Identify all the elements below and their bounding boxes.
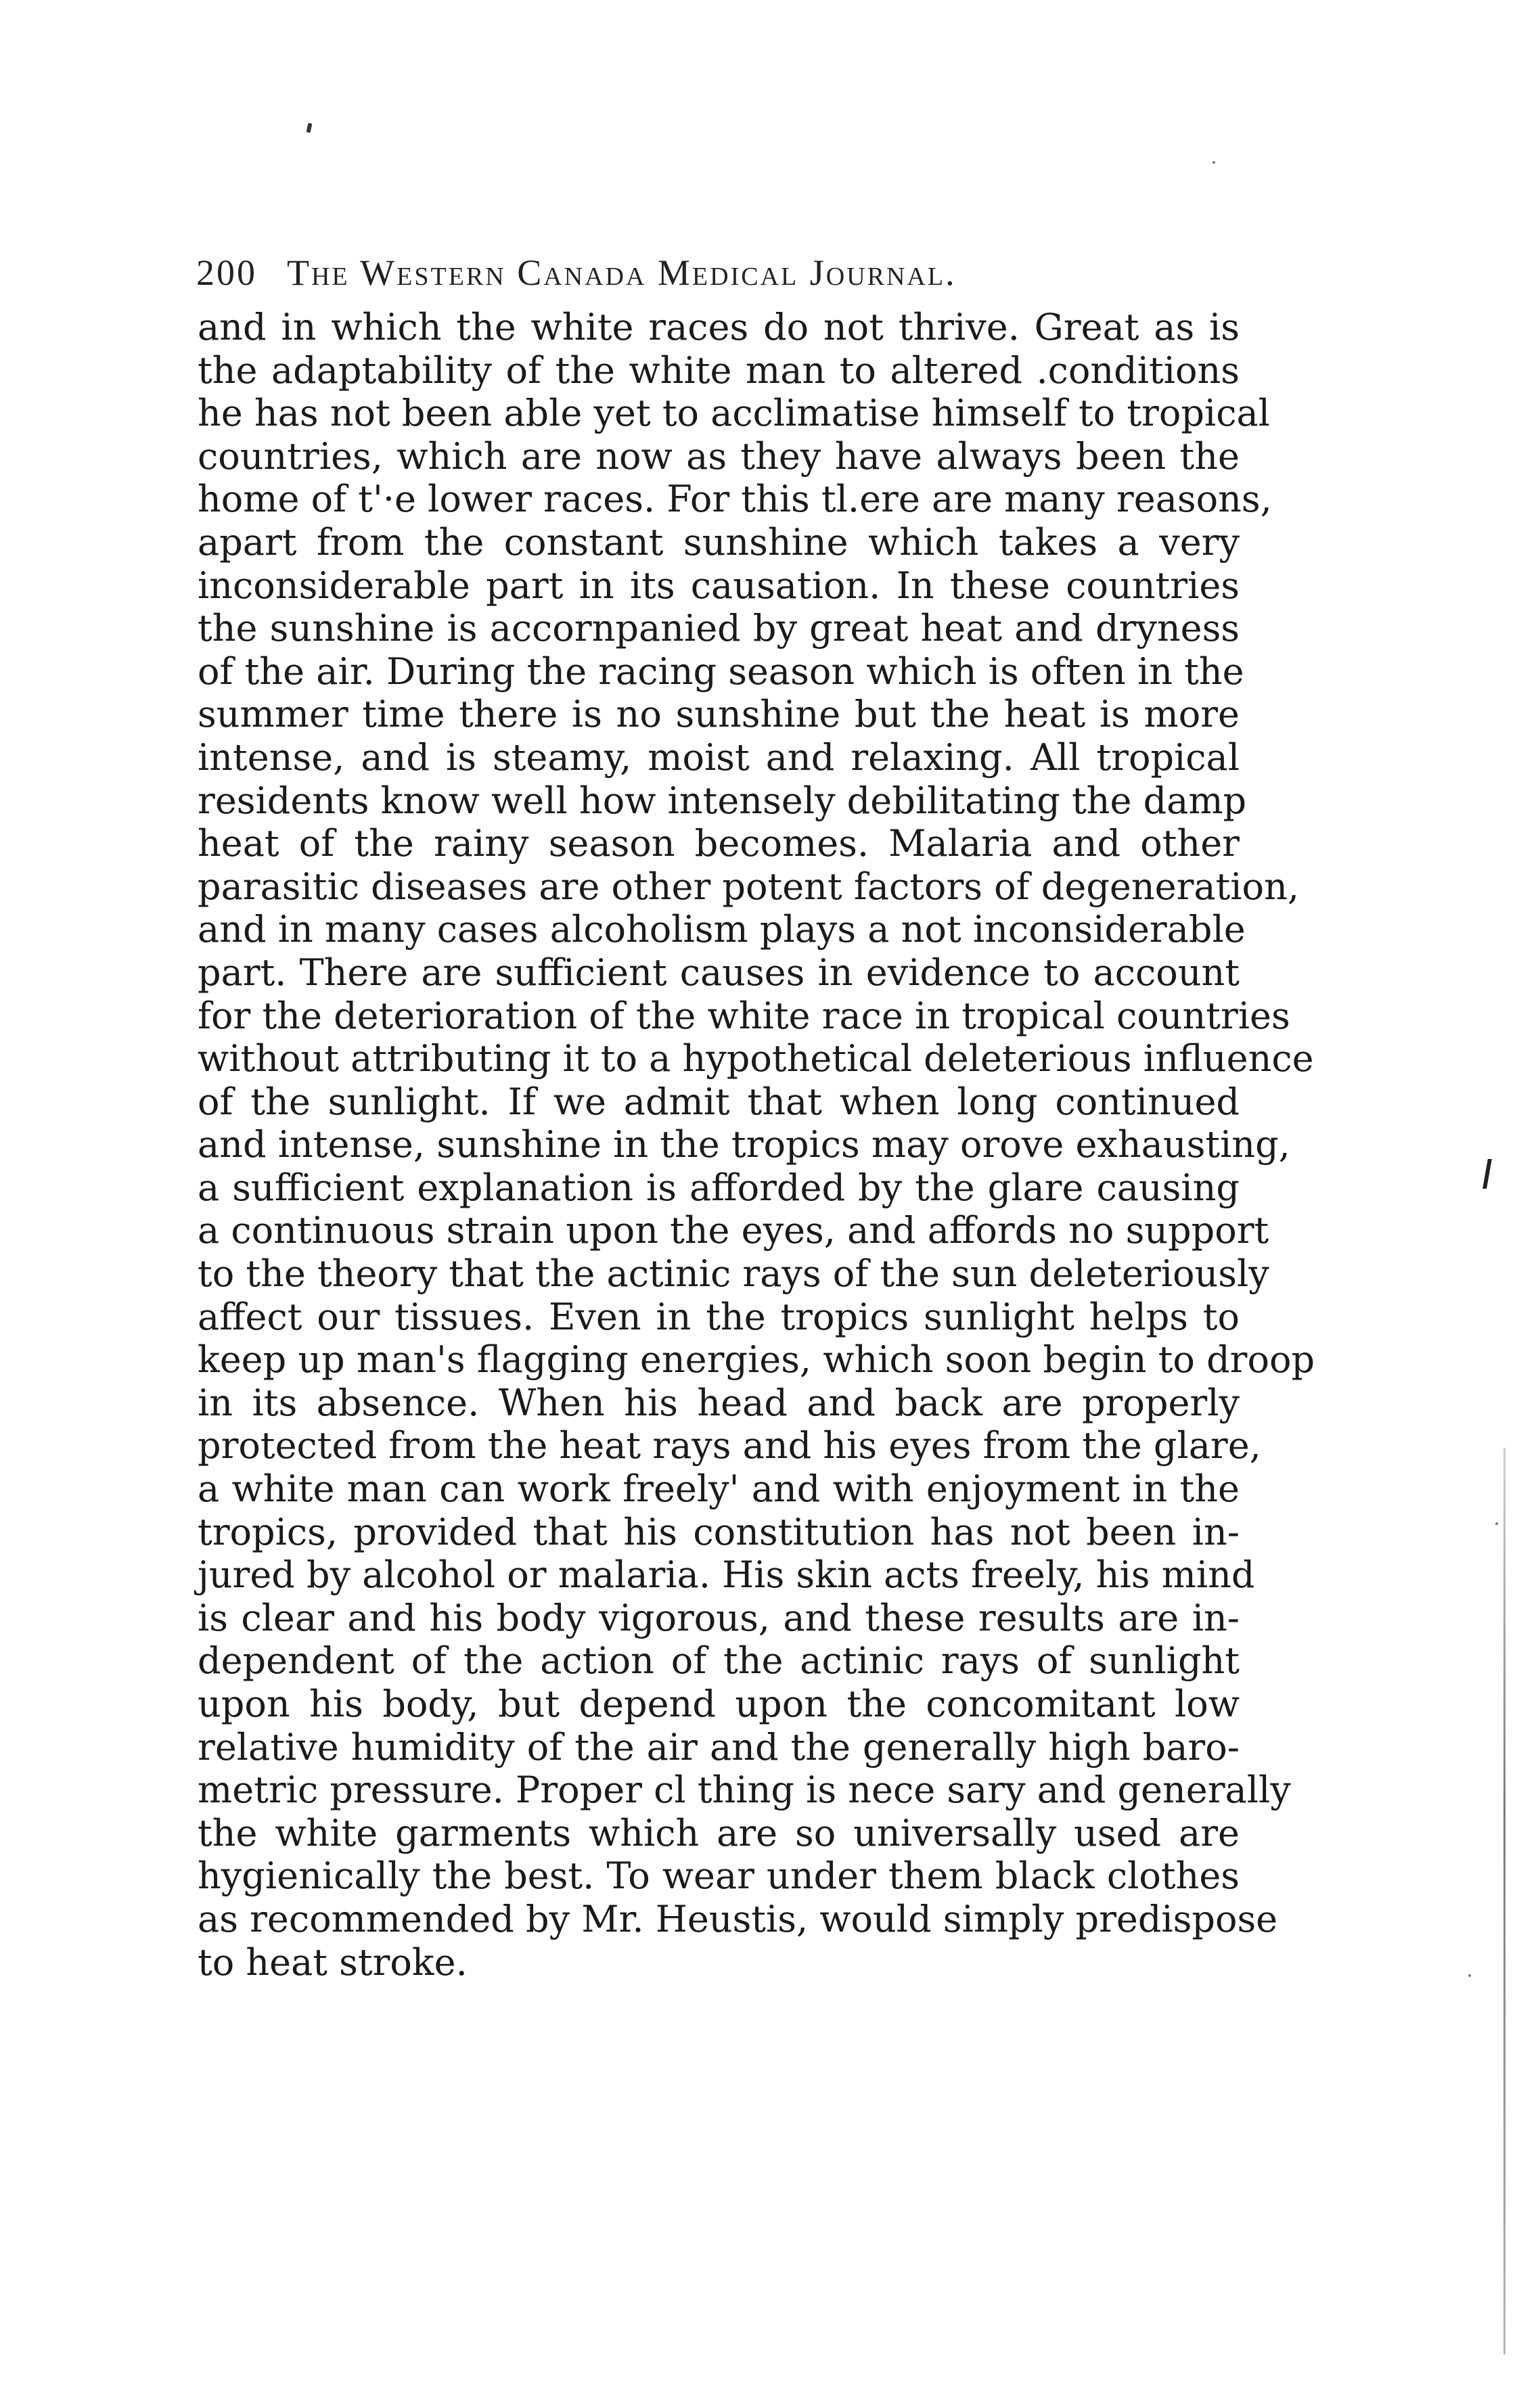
text-line: of the air. During the racing season which is often in the [198,650,1244,693]
text-line: and in which the white races do not thrive. Great as is [198,306,1240,348]
text-line: without attributing it to a hypothetical deleterious influence [198,1037,1314,1080]
text-line: parasitic diseases are other potent factors of degeneration, [198,865,1300,908]
text-line: affect our tissues. Even in the tropics sunlight helps to [198,1295,1240,1338]
stray-ink-mark [307,123,313,133]
page-number: 200 [196,252,257,293]
text-line: he has not been able yet to acclimatise himself to tropical [198,392,1270,435]
text-line: apart from the constant sunshine which takes a very [198,520,1240,564]
text-line: the white garments which are so universally used are [198,1811,1240,1854]
text-line: jured by alcohol or malaria. His skin acts freely, his mind [198,1553,1255,1597]
text-line: is clear and his body vigorous, and these results are in- [198,1596,1240,1639]
text-line: protected from the heat rays and his eyes from the glare, [198,1424,1261,1467]
text-line: the adaptability of the white man to altered .conditions [198,348,1240,392]
text-line: the sunshine is accornpanied by great heat and dryness [198,607,1240,650]
text-line: countries, which are now as they have always been the [198,434,1240,478]
text-line: residents know well how intensely debilitating the damp [198,779,1247,822]
text-line: a white man can work freely' and with enjoyment in the [198,1467,1240,1511]
text-line: a continuous strain upon the eyes, and affords no support [198,1209,1269,1252]
text-line: intense, and is steamy, moist and relaxing. All tropical [198,735,1240,779]
text-line: to heat stroke. [198,1940,468,1984]
text-line: metric pressure. Proper cl thing is nece sary and generally [198,1769,1291,1812]
text-line: tropics, provided that his constitution has not been in- [198,1510,1240,1553]
scan-edge-line [1503,1448,1505,2354]
journal-title: The Western Canada Medical Journal. [287,252,957,293]
text-line: and in many cases alcoholism plays a not inconsiderable [198,908,1246,951]
text-line: in its absence. When his head and back are properly [198,1381,1240,1424]
text-line: of the sunlight. If we admit that when long continued [198,1080,1240,1123]
text-line: relative humidity of the air and the generally high baro- [198,1725,1240,1769]
text-line: keep up man's flagging energies, which soon begin to droop [198,1338,1315,1382]
article-body [198,306,1315,1984]
text-line: hygienically the best. To wear under them black clothes [198,1854,1240,1898]
text-line: heat of the rainy season becomes. Malaria and other [198,822,1240,865]
text-line: part. There are sufficient causes in evidence to account [198,951,1240,994]
text-line: home of t'·e lower races. For this tl.ere are many reasons, [198,478,1272,521]
text-line: upon his body, but depend upon the concomitant low [198,1683,1240,1725]
scan-speck [1468,1974,1471,1977]
margin-mark [1482,1159,1492,1189]
text-line: summer time there is no sunshine but the heat is more [198,693,1240,736]
text-line: and intense, sunshine in the tropics may orove exhausting, [198,1123,1290,1166]
text-line: for the deterioration of the white race in tropical countries [198,994,1290,1037]
running-header [196,252,957,294]
text-line: a sufficient explanation is afforded by the glare causing [198,1166,1240,1209]
text-line: dependent of the action of the actinic rays of sunlight [198,1639,1240,1683]
scan-speck [1213,161,1215,164]
text-line: inconsiderable part in its causation. In these countries [198,564,1240,607]
scan-speck [1495,1522,1498,1525]
text-line: to the theory that the actinic rays of the sun deleteriously [198,1252,1269,1296]
text-line: as recommended by Mr. Heustis, would simply predispose [198,1897,1278,1940]
